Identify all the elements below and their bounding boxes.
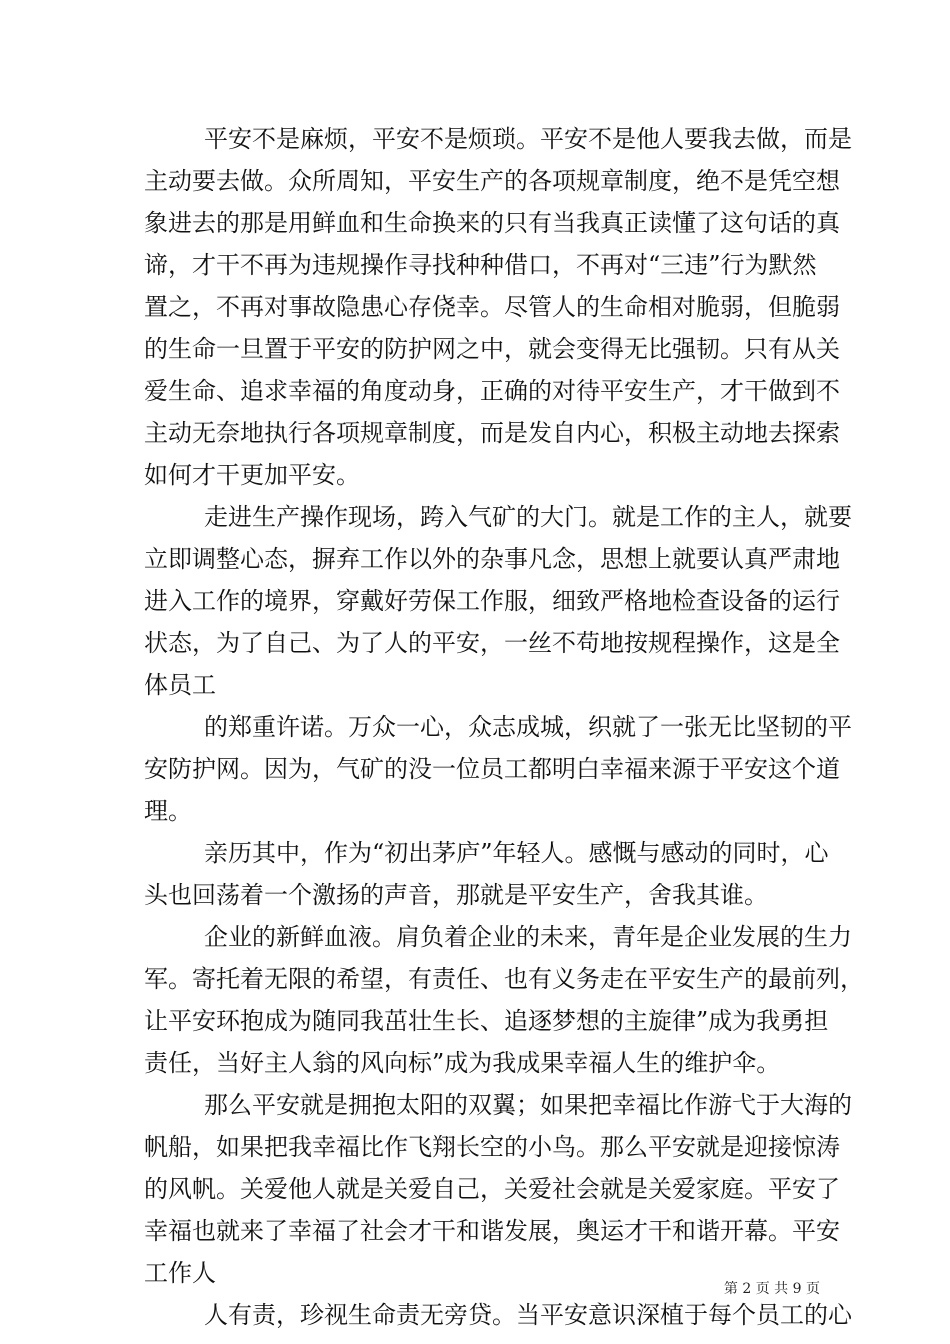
text-line: 工作人 xyxy=(144,1259,216,1287)
text-line: 企业的新鲜血液。肩负着企业的未来，青年是企业发展的生力 xyxy=(204,923,852,951)
text-line: 让平安环抱成为随同我茁壮生长、追逐梦想的主旋律”成为我勇担 xyxy=(144,1007,829,1035)
text-line: 如何才干更加平安。 xyxy=(144,461,360,489)
text-line: 幸福也就来了幸福了社会才干和谐发展，奥运才干和谐开幕。平安 xyxy=(144,1217,840,1245)
text-line: 主动要去做。众所周知，平安生产的各项规章制度，绝不是凭空想 xyxy=(144,167,840,195)
text-line: 立即调整心态，摒弃工作以外的杂事凡念，思想上就要认真严肃地 xyxy=(144,545,840,573)
text-line: 的郑重许诺。万众一心，众志成城，织就了一张无比坚韧的平 xyxy=(204,713,852,741)
text-line: 进入工作的境界，穿戴好劳保工作服，细致严格地检查设备的运行 xyxy=(144,587,840,615)
text-line: 的风帆。关爱他人就是关爱自己，关爱社会就是关爱家庭。平安了 xyxy=(144,1175,840,1203)
text-line: 安防护网。因为，气矿的没一位员工都明白幸福来源于平安这个道 xyxy=(144,755,840,783)
text-line: 置之，不再对事故隐患心存侥幸。尽管人的生命相对脆弱，但脆弱 xyxy=(144,293,840,321)
text-line: 那么平安就是拥抱太阳的双翼；如果把幸福比作游弋于大海的 xyxy=(204,1091,852,1119)
page-number-footer: 第 2 页 共 9 页 xyxy=(723,1281,820,1297)
text-line: 象进去的那是用鲜血和生命换来的只有当我真正读懂了这句话的真 xyxy=(144,209,840,237)
text-line: 体员工 xyxy=(144,671,216,699)
text-line: 人有责，珍视生命责无旁贷。当平安意识深植于每个员工的心 xyxy=(204,1301,852,1329)
text-line: 走进生产操作现场，跨入气矿的大门。就是工作的主人，就要 xyxy=(204,503,852,531)
text-line: 主动无奈地执行各项规章制度，而是发自内心，积极主动地去探索 xyxy=(144,419,840,447)
text-line: 理。 xyxy=(144,797,192,825)
text-line: 头也回荡着一个激扬的声音，那就是平安生产，舍我其谁。 xyxy=(144,881,768,909)
text-line: 平安不是麻烦，平安不是烦琐。平安不是他人要我去做，而是 xyxy=(204,125,852,153)
text-line: 状态，为了自己、为了人的平安，一丝不苟地按规程操作，这是全 xyxy=(144,629,840,657)
text-line: 军。寄托着无限的希望，有责任、也有义务走在平安生产的最前列， xyxy=(144,965,864,993)
text-line: 亲历其中，作为“初出茅庐”年轻人。感慨与感动的同时，心 xyxy=(204,839,829,867)
text-line: 的生命一旦置于平安的防护网之中，就会变得无比强韧。只有从关 xyxy=(144,335,840,363)
text-line: 帆船，如果把我幸福比作飞翔长空的小鸟。那么平安就是迎接惊涛 xyxy=(144,1133,840,1161)
body-text xyxy=(144,118,864,1336)
text-line: 责任，当好主人翁的风向标”成为我成果幸福人生的维护伞。 xyxy=(144,1049,781,1077)
text-line: 谛，才干不再为违规操作寻找种种借口，不再对“三违”行为默然 xyxy=(144,251,817,279)
text-line: 爱生命、追求幸福的角度动身，正确的对待平安生产，才干做到不 xyxy=(144,377,840,405)
